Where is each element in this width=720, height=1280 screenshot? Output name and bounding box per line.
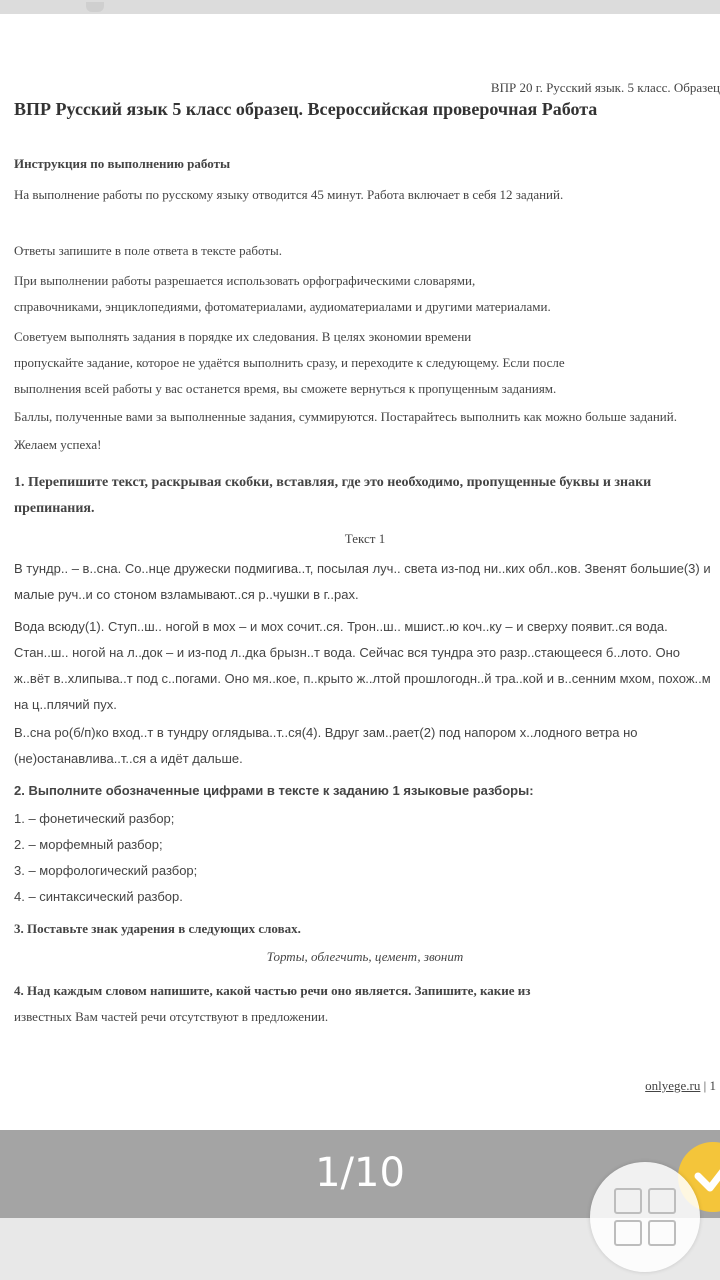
instruction-line: Баллы, полученные вами за выполненные задания, суммируются. Постарайтесь выполнить как можно больше заданий. (14, 409, 677, 424)
text-paragraph: В..сна ро(б/п)ко вход..т в тундру оглядыва..т..ся(4). Вдруг зам..рает(2) под напором х..лодного ветра но (не)останавлива..т..ся а идёт дальше. (14, 725, 638, 766)
task-2-item: 1. – фонетический разбор; (14, 811, 175, 826)
text-paragraph: Вода всюду(1). Ступ..ш.. ногой в мох – и мох сочит..ся. Трон..ш.. мшист..ю коч..ку – и сверху появит..ся вода. Стан..ш.. ногой на л..док – и из-под л..дка брызн..т вода. Сейчас вся тундра это разр..стающееся б..лото. Оно ж..вёт в..хлипыва..т под с..погами. Оно мя..кое, п..крыто ж..лтой прошлогодн..й тра..кой и в..сенним мхом, похож..м на ц..плячий пух. (14, 619, 711, 712)
task-3-words: Торты, облегчить, цемент, звонит (266, 949, 464, 964)
task-4-line: 4. Над каждым словом напишите, какой частью речи оно является. Запишите, какие из (14, 983, 531, 998)
bookmark-icon (86, 2, 104, 12)
instruction-line: На выполнение работы по русскому языку отводится 45 минут. Работа включает в себя 12 заданий. (14, 187, 564, 202)
task-2: 2. Выполните обозначенные цифрами в тексте к заданию 1 языковые разборы: (14, 783, 534, 798)
task-1: 1. Перепишите текст, раскрывая скобки, вставляя, где это необходимо, пропущенные буквы и знаки препинания. (14, 475, 652, 516)
instruction-line: выполнения всей работы у вас останется время, вы сможете вернуться к пропущенным заданиям. (14, 381, 557, 396)
footer-page-number: | 1 (703, 1078, 716, 1093)
task-2-item: 2. – морфемный разбор; (14, 837, 163, 852)
instruction-line: При выполнении работы разрешается использовать орфографическими словарями, (14, 273, 476, 288)
task-3: 3. Поставьте знак ударения в следующих словах. (14, 921, 301, 936)
instruction-line: Советуем выполнять задания в порядке их следования. В целях экономии времени (14, 329, 472, 344)
page-grid-button[interactable] (590, 1162, 700, 1272)
top-strip (0, 0, 720, 14)
footer-link[interactable]: onlyege.ru (645, 1078, 701, 1093)
document-title: ВПР Русский язык 5 класс образец. Всероссийская проверочная Работа (14, 99, 598, 119)
task-2-item: 3. – морфологический разбор; (14, 863, 198, 878)
task-4-line: известных Вам частей речи отсутствуют в предложении. (14, 1009, 329, 1024)
text-title: Текст 1 (344, 531, 386, 546)
task-4 (14, 978, 716, 1004)
instruction-line: пропускайте задание, которое не удаётся выполнить сразу, и переходите к следующему. Если после (14, 355, 565, 370)
instruction-line: Ответы запишите в поле ответа в тексте работы. (14, 243, 282, 258)
document-page (0, 14, 720, 1134)
page-counter: 1/10 (315, 1150, 405, 1196)
task-2-item: 4. – синтаксический разбор. (14, 889, 183, 904)
text-paragraph: В тундр.. – в..сна. Со..нце дружески подмигива..т, посылая луч.. света из-под ни..ких обл..ков. Звенят большие(3) и малые руч..и со стоном взламывают..ся р..чушки в г..рах. (14, 561, 711, 602)
instruction-line: справочниками, энциклопедиями, фотоматериалами, аудиоматериалами и другими материалами. (14, 299, 551, 314)
instruction-heading: Инструкция по выполнению работы (14, 156, 231, 171)
page-header: ВПР 20 г. Русский язык. 5 класс. Образец (490, 80, 720, 95)
instruction-greeting: Желаем успеха! (14, 437, 102, 452)
page-footer (645, 1078, 716, 1094)
